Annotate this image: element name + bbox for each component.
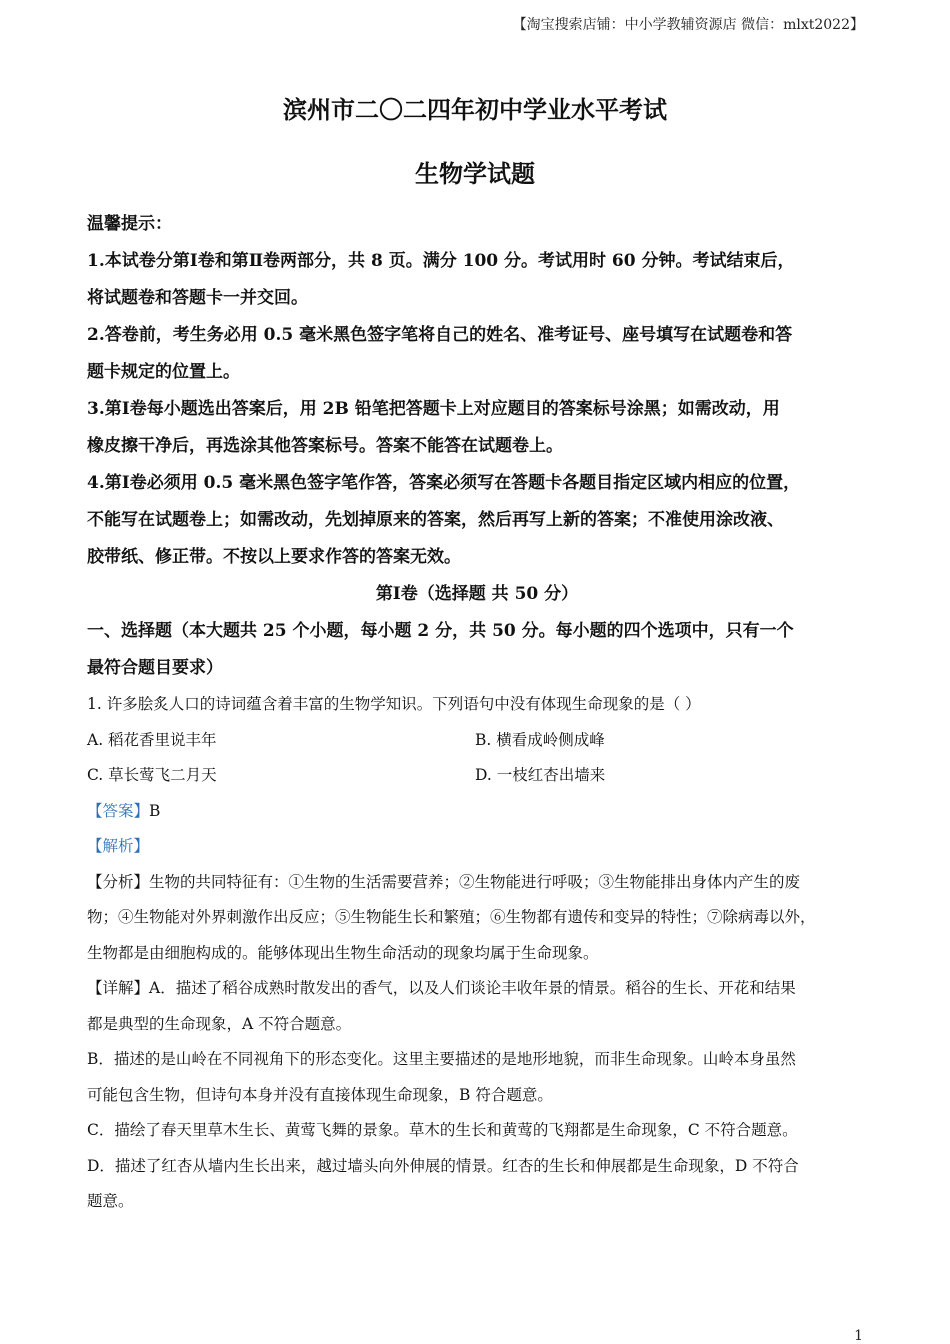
options-row bbox=[87, 758, 867, 794]
analysis-tag: 【解析】 bbox=[87, 837, 150, 855]
tips-line: 胶带纸、修正带。不按以上要求作答的答案无效。 bbox=[87, 547, 461, 567]
tips-line: 1.本试卷分第Ⅰ卷和第Ⅱ卷两部分，共 8 页。满分 100 分。考试用时 60 分钟。考试结束后， bbox=[87, 251, 795, 271]
fenxi-line bbox=[87, 865, 867, 901]
part-heading-line: 一、选择题（本大题共 25 个小题，每小题 2 分，共 50 分。每小题的四个选项中，只有一个 bbox=[87, 621, 794, 641]
option-b: B. 横看成岭侧成峰 bbox=[475, 730, 605, 749]
part-heading-line: 最符合题目要求） bbox=[87, 658, 223, 678]
xiangjie-line: 都是典型的生命现象，A 不符合题意。 bbox=[87, 1014, 352, 1033]
fenxi-text: 生物的共同特征有：①生物的生活需要营养；②生物能进行呼吸；③生物能排出身体内产生的废 bbox=[149, 872, 801, 891]
answer-value: B bbox=[149, 801, 161, 820]
xiangjie-tag: 【详解】 bbox=[87, 979, 150, 997]
answer-tag: 【答案】 bbox=[87, 801, 150, 820]
document-body bbox=[87, 206, 867, 1220]
question-stem: 1. 许多脍炙人口的诗词蕴含着丰富的生物学知识。下列语句中没有体现生命现象的是（ ） bbox=[87, 695, 701, 713]
xiangjie-line: B．描述的是山岭在不同视角下的形态变化。这里主要描述的是地形地貌，而非生命现象。山岭本身虽然 bbox=[87, 1050, 796, 1068]
xiangjie-line: 题意。 bbox=[87, 1192, 134, 1210]
fenxi-line: 生物都是由细胞构成的。能够体现出生物生命活动的现象均属于生命现象。 bbox=[87, 943, 599, 962]
option-a: A. 稻花香里说丰年 bbox=[87, 730, 217, 749]
options-row bbox=[87, 723, 867, 759]
xiangjie-line bbox=[87, 971, 867, 1007]
fenxi-tag: 【分析】 bbox=[87, 872, 150, 891]
tips-line: 不能写在试题卷上；如需改动，先划掉原来的答案，然后再写上新的答案；不准使用涂改液、 bbox=[87, 510, 784, 530]
page-number: 1 bbox=[854, 1328, 863, 1344]
xiangjie-text: A．描述了稻谷成熟时散发出的香气，以及人们谈论丰收年景的情景。稻谷的生长、开花和结果 bbox=[149, 979, 796, 997]
section-title: 第Ⅰ卷（选择题 共 50 分） bbox=[375, 584, 579, 604]
tips-line: 橡皮擦干净后，再选涂其他答案标号。答案不能答在试题卷上。 bbox=[87, 436, 563, 456]
option-d: D. 一枝红杏出墙来 bbox=[475, 766, 606, 784]
header-note: 【淘宝搜索店铺：中小学教辅资源店 微信：mlxt2022】 bbox=[512, 17, 864, 33]
tips-line: 将试题卷和答题卡一并交回。 bbox=[87, 288, 308, 308]
tips-line: 3.第Ⅰ卷每小题选出答案后，用 2B 铅笔把答题卡上对应题目的答案标号涂黑；如需改动，用 bbox=[87, 399, 780, 419]
xiangjie-line: 可能包含生物，但诗句本身并没有直接体现生命现象，B 符合题意。 bbox=[87, 1085, 553, 1104]
exam-title: 滨州市二〇二四年初中学业水平考试 bbox=[283, 95, 667, 124]
tips-line: 2.答卷前，考生务必用 0.5 毫米黑色签字笔将自己的姓名、准考证号、座号填写在试题卷和答 bbox=[87, 325, 793, 345]
fenxi-line: 物；④生物能对外界刺激作出反应；⑤生物能生长和繁殖；⑥生物都有遗传和变异的特性；⑦除病毒以外， bbox=[87, 908, 816, 926]
tips-line: 4.第Ⅰ卷必须用 0.5 毫米黑色签字笔作答，答案必须写在答题卡各题目指定区域内相应的位置， bbox=[87, 473, 801, 493]
xiangjie-line: C．描绘了春天里草木生长、黄莺飞舞的景象。草木的生长和黄莺的飞翔都是生命现象，C 不符合题意。 bbox=[87, 1121, 798, 1139]
answer-line bbox=[87, 794, 867, 830]
tips-line: 题卡规定的位置上。 bbox=[87, 362, 240, 382]
analysis-line bbox=[87, 829, 867, 865]
exam-subtitle: 生物学试题 bbox=[415, 159, 535, 188]
option-c: C. 草长莺飞二月天 bbox=[87, 766, 217, 784]
tips-heading: 温馨提示： bbox=[87, 214, 172, 234]
xiangjie-line: D．描述了红杏从墙内生长出来，越过墙头向外伸展的情景。红杏的生长和伸展都是生命现象，D 不符合 bbox=[87, 1156, 799, 1175]
